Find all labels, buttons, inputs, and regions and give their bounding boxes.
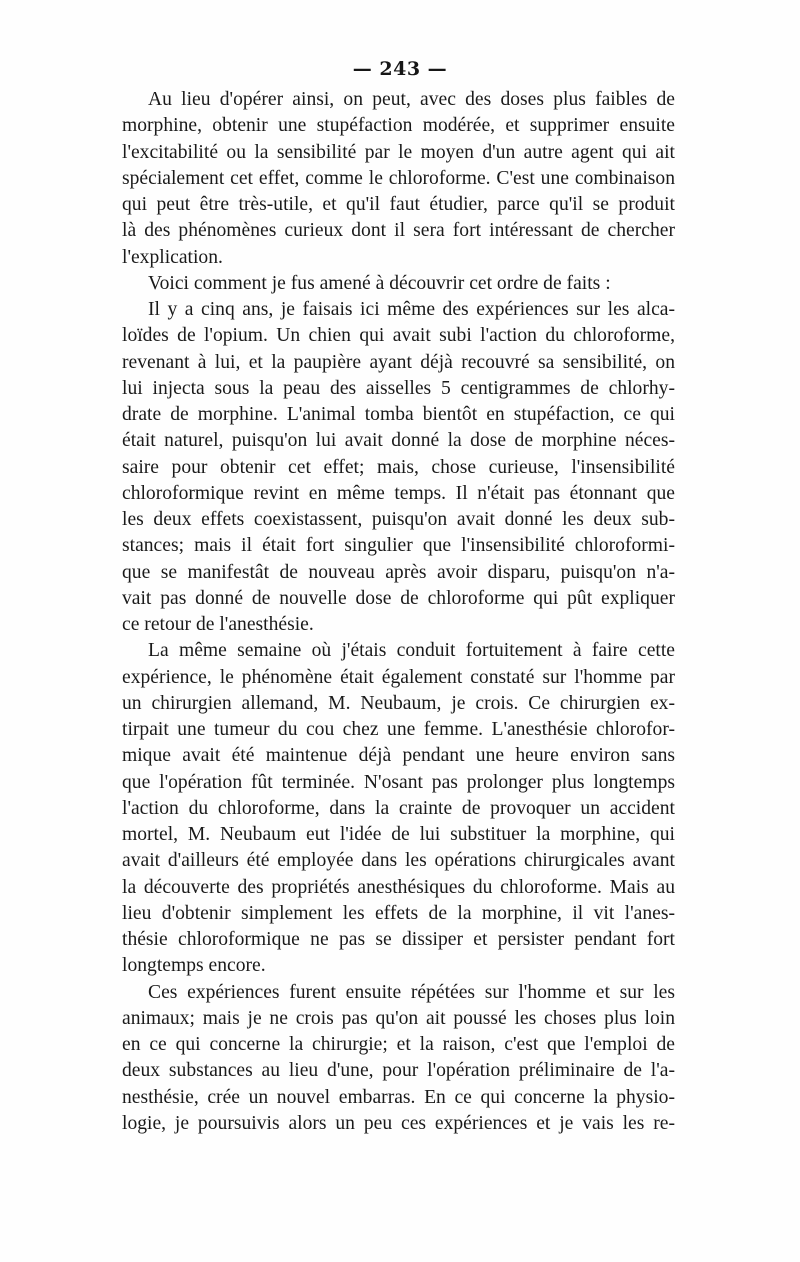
text-line: drate de morphine. L'animal tomba bientôt en stupéfaction, ce qui: [122, 404, 675, 425]
text-line: loïdes de l'opium. Un chien qui avait subi l'action du chloroforme,: [122, 325, 675, 347]
text-line: un chirurgien allemand, M. Neubaum, je crois. Ce chirurgien ex-: [122, 692, 675, 714]
paragraph-5: [122, 980, 675, 1138]
text-line: l'action du chloroforme, dans la crainte de provoquer un accident: [122, 797, 675, 819]
text-line: en ce qui concerne la chirurgie; et la raison, c'est que l'emploi de: [122, 1034, 675, 1055]
text-line: lieu d'obtenir simplement les effets de la morphine, il vit l'anes-: [122, 902, 675, 924]
paragraph-3: [122, 297, 675, 638]
text-line: chloroformique revint en même temps. Il n'était pas étonnant que: [122, 482, 675, 504]
text-line: vait pas donné de nouvelle dose de chloroforme qui pût expliquer: [122, 587, 675, 609]
text-line: là des phénomènes curieux dont il sera fort intéressant de chercher: [122, 220, 675, 242]
text-line: saire pour obtenir cet effet; mais, chose curieuse, l'insensibilité: [122, 456, 675, 478]
text-line: logie, je poursuivis alors un peu ces expériences et je vais les re-: [122, 1112, 675, 1134]
text-line: les deux effets coexistassent, puisqu'on avait donné les deux sub-: [122, 509, 675, 530]
text-line: La même semaine où j'étais conduit fortuitement à faire cette: [148, 640, 675, 662]
text-line: mique avait été maintenue déjà pendant une heure environ sans: [122, 745, 675, 767]
text-line: avait d'ailleurs été employée dans les opérations chirurgicales avant: [122, 850, 675, 872]
text-line: qui peut être très-utile, et qu'il faut étudier, parce qu'il se produit: [122, 194, 675, 215]
text-line: Ces expériences furent ensuite répétées sur l'homme et sur les: [148, 981, 675, 1003]
text-line: longtemps encore.: [122, 955, 266, 977]
text-line: Voici comment je fus amené à découvrir cet ordre de faits :: [148, 272, 611, 294]
text-line: lui injecta sous la peau des aisselles 5 centigrammes de chlorhy-: [122, 377, 675, 399]
page-number: — 243 —: [352, 58, 448, 80]
text-line: mortel, M. Neubaum eut l'idée de lui substituer la morphine, qui: [122, 824, 675, 845]
paragraph-1: [122, 87, 675, 271]
text-line: nesthésie, crée un nouvel embarras. En ce qui concerne la physio-: [122, 1086, 675, 1108]
text-line: l'explication.: [122, 246, 223, 268]
text-line: était naturel, puisqu'on lui avait donné la dose de morphine néces-: [122, 430, 675, 452]
text-line: morphine, obtenir une stupéfaction modérée, et supprimer ensuite: [122, 115, 675, 137]
paragraph-2: [122, 271, 675, 297]
text-line: l'excitabilité ou la sensibilité par le moyen d'un autre agent qui ait: [122, 141, 675, 163]
text-line: Il y a cinq ans, je faisais ici même des expériences sur les alca-: [148, 299, 675, 320]
text-line: stances; mais il était fort singulier que l'insensibilité chloroformi-: [122, 535, 675, 557]
text-line: ce retour de l'anesthésie.: [122, 614, 314, 635]
text-line: deux substances au lieu d'une, pour l'opération préliminaire de l'a-: [122, 1060, 675, 1082]
text-line: expérience, le phénomène était également constaté sur l'homme par: [122, 666, 675, 688]
text-line: que l'opération fût terminée. N'osant pas prolonger plus longtemps: [122, 771, 675, 793]
text-line: Au lieu d'opérer ainsi, on peut, avec des doses plus faibles de: [148, 89, 675, 110]
text-line: la découverte des propriétés anesthésiques du chloroforme. Mais au: [122, 876, 675, 898]
text-line: thésie chloroformique ne pas se dissiper et persister pendant fort: [122, 929, 675, 950]
text-line: animaux; mais je ne crois pas qu'on ait poussé les choses plus loin: [122, 1007, 675, 1029]
paragraph-4: [122, 638, 675, 979]
text-line: revenant à lui, et la paupière ayant déjà recouvré sa sensibilité, on: [122, 351, 675, 373]
text-line: tirpait une tumeur du cou chez une femme. L'anesthésie chlorofor-: [122, 719, 675, 740]
body-text: [122, 87, 675, 1137]
text-line: que se manifestât de nouveau après avoir disparu, puisqu'on n'a-: [122, 561, 675, 583]
text-line: spécialement cet effet, comme le chloroforme. C'est une combinaison: [122, 167, 675, 189]
